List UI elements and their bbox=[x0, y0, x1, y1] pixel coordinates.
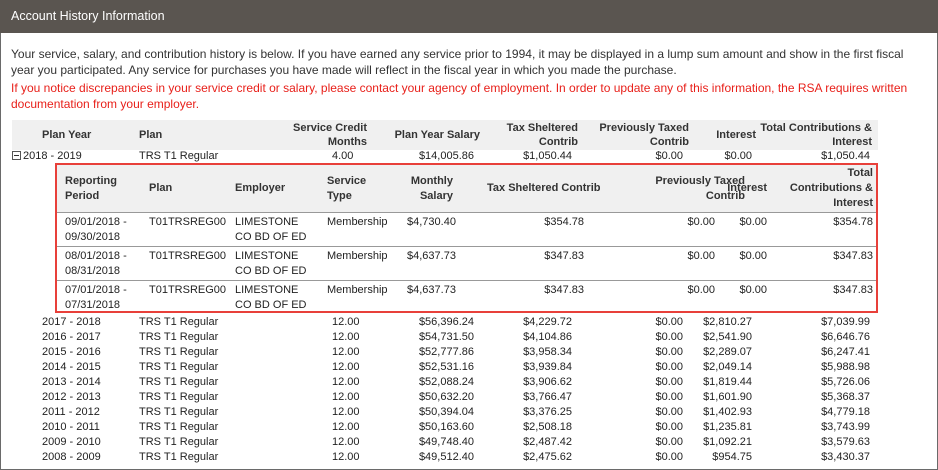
header-service-credit: Service Credit Months bbox=[293, 122, 367, 148]
detail-plan: T01TRSREG00 bbox=[149, 250, 227, 262]
row-plan-year: 2015 - 2016 bbox=[42, 346, 101, 358]
row-prev-taxed: $0.00 bbox=[655, 150, 683, 162]
row-interest: $1,601.90 bbox=[703, 391, 752, 403]
row-plan-year: 2016 - 2017 bbox=[42, 331, 101, 343]
row-tax-sheltered: $3,906.62 bbox=[523, 376, 572, 388]
row-plan-year: 2010 - 2011 bbox=[42, 421, 100, 433]
row-salary: $52,777.86 bbox=[418, 346, 474, 358]
warning-text: If you notice discrepancies in your service credit or salary, please contact your agency of employment. In order to update any of this information, the RSA requires written documentation from your employer. bbox=[11, 81, 908, 111]
history-table-header bbox=[12, 120, 878, 150]
row-total: $5,988.98 bbox=[821, 361, 870, 373]
row-plan: TRS T1 Regular bbox=[139, 376, 219, 388]
detail-prev-taxed: $0.00 bbox=[687, 284, 715, 296]
row-tax-sheltered: $4,104.86 bbox=[523, 331, 572, 343]
header-total: Total Contributions & Interest bbox=[760, 122, 872, 148]
row-service-credit: 12.00 bbox=[332, 376, 360, 388]
table-row[interactable] bbox=[12, 360, 878, 375]
row-total: $6,646.76 bbox=[821, 331, 870, 343]
table-row[interactable] bbox=[12, 450, 878, 465]
row-service-credit: 12.00 bbox=[332, 346, 360, 358]
detail-tax-sheltered: $347.83 bbox=[544, 284, 584, 296]
detail-header-prev-taxed: Previously Taxed Contrib bbox=[655, 175, 745, 202]
row-plan-year: 2009 - 2010 bbox=[42, 436, 101, 448]
row-prev-taxed: $0.00 bbox=[655, 316, 683, 328]
row-plan: TRS T1 Regular bbox=[139, 346, 219, 358]
row-plan: TRS T1 Regular bbox=[139, 391, 219, 403]
row-tax-sheltered: $1,050.44 bbox=[523, 150, 572, 162]
row-prev-taxed: $0.00 bbox=[655, 406, 683, 418]
row-total: $4,779.18 bbox=[821, 406, 870, 418]
row-plan: TRS T1 Regular bbox=[139, 406, 219, 418]
detail-service-type: Membership bbox=[327, 250, 388, 262]
row-tax-sheltered: $3,766.47 bbox=[523, 391, 572, 403]
intro-text: Your service, salary, and contribution history is below. If you have earned any service prior to 1994, it may be displayed in a lump sum amount and show in the first fiscal year you participated. Any service for purchases you have made will reflect in the fiscal year in which you made the purchase. bbox=[11, 47, 904, 77]
detail-table-header bbox=[57, 165, 876, 213]
row-tax-sheltered: $3,958.34 bbox=[523, 346, 572, 358]
row-prev-taxed: $0.00 bbox=[655, 451, 683, 463]
row-service-credit: 12.00 bbox=[332, 331, 360, 343]
detail-interest: $0.00 bbox=[739, 284, 767, 296]
row-total: $1,050.44 bbox=[821, 150, 870, 162]
row-service-credit: 12.00 bbox=[332, 361, 360, 373]
row-salary: $49,512.40 bbox=[418, 451, 474, 463]
detail-service-type: Membership bbox=[327, 216, 388, 228]
row-prev-taxed: $0.00 bbox=[655, 346, 683, 358]
detail-tax-sheltered: $354.78 bbox=[544, 216, 584, 228]
row-tax-sheltered: $3,376.25 bbox=[523, 406, 572, 418]
detail-header-service-type: Service Type bbox=[327, 175, 367, 202]
detail-period: 07/01/2018 - 07/31/2018 bbox=[65, 284, 127, 311]
row-plan: TRS T1 Regular bbox=[139, 150, 219, 162]
section-title: Account History Information bbox=[11, 9, 165, 23]
detail-header-period: Reporting Period bbox=[65, 175, 117, 202]
row-plan-year: 2008 - 2009 bbox=[42, 451, 101, 463]
row-interest: $954.75 bbox=[712, 451, 752, 463]
detail-employer: LIMESTONE CO BD OF ED bbox=[235, 250, 307, 277]
table-row-expanded[interactable] bbox=[12, 149, 878, 164]
detail-tax-sheltered: $347.83 bbox=[544, 250, 584, 262]
row-service-credit: 12.00 bbox=[332, 436, 360, 448]
row-service-credit: 12.00 bbox=[332, 406, 360, 418]
row-service-credit: 12.00 bbox=[332, 421, 360, 433]
detail-monthly-salary: $4,730.40 bbox=[407, 216, 456, 228]
detail-header-plan: Plan bbox=[149, 182, 173, 194]
row-interest: $2,049.14 bbox=[703, 361, 752, 373]
row-plan: TRS T1 Regular bbox=[139, 436, 219, 448]
row-salary: $52,531.16 bbox=[418, 361, 474, 373]
row-interest: $1,819.44 bbox=[703, 376, 752, 388]
detail-monthly-salary: $4,637.73 bbox=[407, 250, 456, 262]
detail-period: 09/01/2018 - 09/30/2018 bbox=[65, 216, 127, 243]
row-tax-sheltered: $4,229.72 bbox=[523, 316, 572, 328]
detail-period: 08/01/2018 - 08/31/2018 bbox=[65, 250, 127, 277]
detail-header-interest: Interest bbox=[727, 182, 767, 194]
table-row[interactable] bbox=[12, 330, 878, 345]
row-prev-taxed: $0.00 bbox=[655, 331, 683, 343]
detail-monthly-salary: $4,637.73 bbox=[407, 284, 456, 296]
table-row[interactable] bbox=[12, 345, 878, 360]
row-total: $3,430.37 bbox=[821, 451, 870, 463]
row-prev-taxed: $0.00 bbox=[655, 436, 683, 448]
header-interest: Interest bbox=[716, 129, 756, 141]
row-plan-year: 2014 - 2015 bbox=[42, 361, 101, 373]
row-interest: $1,402.93 bbox=[703, 406, 752, 418]
row-plan: TRS T1 Regular bbox=[139, 421, 219, 433]
row-tax-sheltered: $3,939.84 bbox=[523, 361, 572, 373]
row-service-credit: 12.00 bbox=[332, 316, 360, 328]
row-interest: $0.00 bbox=[724, 150, 752, 162]
row-total: $6,247.41 bbox=[821, 346, 870, 358]
row-total: $5,726.06 bbox=[821, 376, 870, 388]
row-interest: $1,092.21 bbox=[703, 436, 752, 448]
row-prev-taxed: $0.00 bbox=[655, 421, 683, 433]
row-prev-taxed: $0.00 bbox=[655, 376, 683, 388]
row-plan: TRS T1 Regular bbox=[139, 316, 219, 328]
row-total: $3,743.99 bbox=[821, 421, 870, 433]
header-tax-sheltered: Tax Sheltered Contrib bbox=[506, 122, 578, 148]
detail-interest: $0.00 bbox=[739, 250, 767, 262]
row-plan-year: 2018 - 2019 bbox=[23, 150, 82, 162]
row-plan: TRS T1 Regular bbox=[139, 451, 219, 463]
table-row[interactable] bbox=[12, 390, 878, 405]
detail-total: $347.83 bbox=[833, 284, 873, 296]
row-service-credit: 12.00 bbox=[332, 451, 360, 463]
detail-header-total: Total Contributions & Interest bbox=[789, 167, 873, 209]
table-row[interactable] bbox=[12, 420, 878, 435]
row-plan: TRS T1 Regular bbox=[139, 331, 219, 343]
row-interest: $2,810.27 bbox=[703, 316, 752, 328]
row-salary: $54,731.50 bbox=[418, 331, 474, 343]
detail-prev-taxed: $0.00 bbox=[687, 250, 715, 262]
table-row[interactable] bbox=[12, 375, 878, 390]
row-tax-sheltered: $2,487.42 bbox=[523, 436, 572, 448]
row-salary: $50,394.04 bbox=[418, 406, 474, 418]
row-tax-sheltered: $2,475.62 bbox=[523, 451, 572, 463]
row-total: $5,368.37 bbox=[821, 391, 870, 403]
row-service-credit: 12.00 bbox=[332, 391, 360, 403]
detail-header-employer: Employer bbox=[235, 182, 286, 194]
header-plan-year-salary: Plan Year Salary bbox=[394, 129, 480, 141]
row-salary: $52,088.24 bbox=[418, 376, 474, 388]
row-prev-taxed: $0.00 bbox=[655, 391, 683, 403]
row-salary: $50,632.20 bbox=[418, 391, 474, 403]
row-interest: $2,289.07 bbox=[703, 346, 752, 358]
detail-employer: LIMESTONE CO BD OF ED bbox=[235, 216, 307, 243]
detail-row bbox=[57, 281, 876, 315]
detail-interest: $0.00 bbox=[739, 216, 767, 228]
detail-total: $347.83 bbox=[833, 250, 873, 262]
row-plan: TRS T1 Regular bbox=[139, 361, 219, 373]
detail-row bbox=[57, 213, 876, 247]
detail-total: $354.78 bbox=[833, 216, 873, 228]
row-salary: $50,163.60 bbox=[418, 421, 474, 433]
row-plan-year: 2011 - 2012 bbox=[42, 406, 100, 418]
row-salary: $56,396.24 bbox=[418, 316, 474, 328]
row-interest: $2,541.90 bbox=[703, 331, 752, 343]
row-salary: $49,748.40 bbox=[418, 436, 474, 448]
detail-row bbox=[57, 247, 876, 281]
table-row[interactable] bbox=[12, 315, 878, 330]
row-service-credit: 4.00 bbox=[332, 150, 354, 162]
detail-header-tax-sheltered: Tax Sheltered Contrib bbox=[487, 182, 601, 194]
detail-header-monthly-salary: Monthly Salary bbox=[410, 175, 453, 202]
row-plan-year: 2012 - 2013 bbox=[42, 391, 101, 403]
row-tax-sheltered: $2,508.18 bbox=[523, 421, 572, 433]
header-prev-taxed: Previously Taxed Contrib bbox=[599, 122, 689, 148]
row-total: $3,579.63 bbox=[821, 436, 870, 448]
row-plan-year: 2013 - 2014 bbox=[42, 376, 101, 388]
table-row[interactable] bbox=[12, 405, 878, 420]
section-header bbox=[0, 0, 938, 33]
detail-prev-taxed: $0.00 bbox=[687, 216, 715, 228]
header-plan-year: Plan Year bbox=[42, 129, 92, 141]
row-total: $7,039.99 bbox=[821, 316, 870, 328]
detail-plan: T01TRSREG00 bbox=[149, 284, 227, 296]
row-interest: $1,235.81 bbox=[703, 421, 752, 433]
detail-service-type: Membership bbox=[327, 284, 388, 296]
row-plan-year: 2017 - 2018 bbox=[42, 316, 101, 328]
row-salary: $14,005.86 bbox=[418, 150, 474, 162]
table-row[interactable] bbox=[12, 435, 878, 450]
detail-plan: T01TRSREG00 bbox=[149, 216, 227, 228]
detail-table bbox=[55, 163, 878, 313]
row-prev-taxed: $0.00 bbox=[655, 361, 683, 373]
detail-employer: LIMESTONE CO BD OF ED bbox=[235, 284, 307, 311]
header-plan: Plan bbox=[139, 129, 163, 141]
